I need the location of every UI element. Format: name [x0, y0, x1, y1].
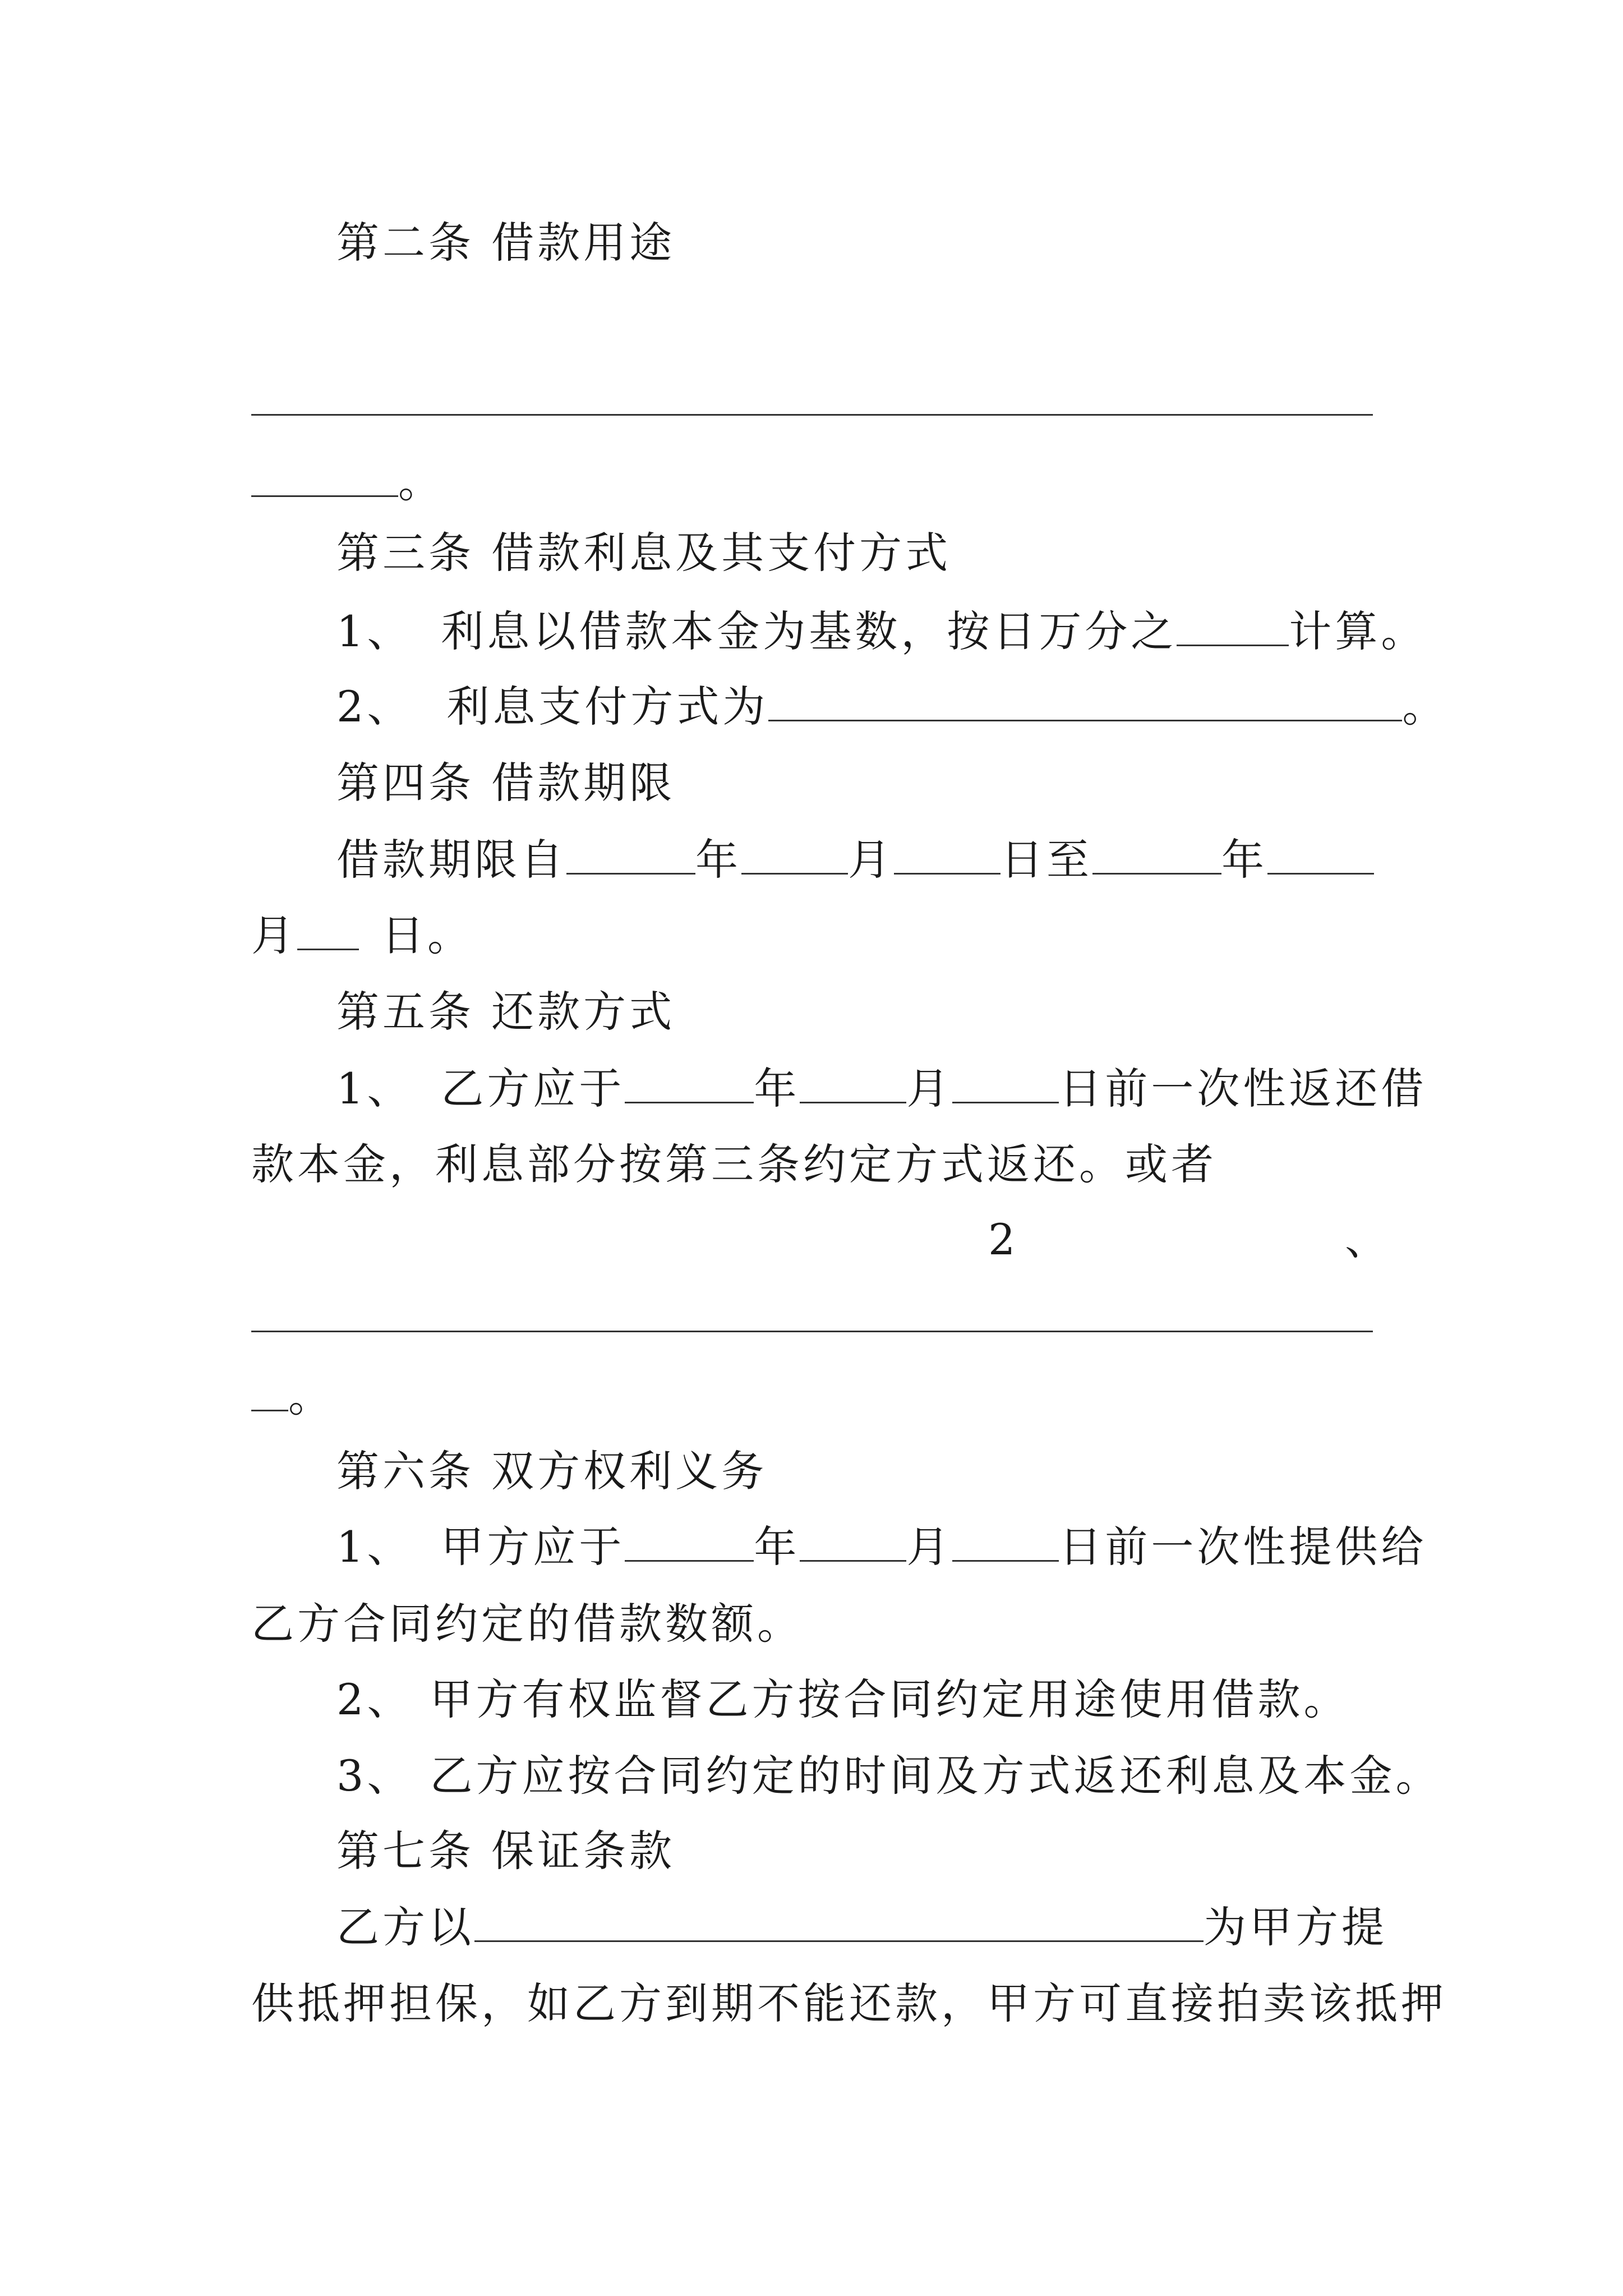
period: 。: [288, 1372, 334, 1421]
text: 年: [1221, 835, 1267, 885]
text: 月: [848, 835, 894, 885]
item-number: 1、: [336, 606, 413, 656]
item-number: 2、: [336, 682, 413, 731]
article-5-item-2-end: [251, 1372, 334, 1421]
blank: [952, 1526, 1059, 1562]
blank: [741, 839, 848, 875]
article-6-item-1: [336, 1522, 1427, 1572]
text: 月: [906, 1064, 953, 1114]
blank: [625, 1068, 754, 1103]
article-7-paragraph: [336, 1902, 1387, 1952]
blank: [768, 686, 1402, 721]
blank: [625, 1526, 754, 1562]
item-text: 利息以借款本金为基数，按日万分之: [441, 606, 1177, 656]
blank: [800, 1526, 906, 1562]
text: 年: [754, 1522, 800, 1572]
item-text: 利息支付方式为: [446, 682, 769, 731]
article-3-item-2: [336, 682, 1449, 731]
text: 日至: [1000, 835, 1092, 885]
blank: [894, 839, 1000, 875]
article-5-title: 第五条 还款方式: [336, 987, 676, 1037]
article-7-paragraph-line2: 供抵押担保，如乙方到期不能还款，甲方可直接拍卖该抵押: [251, 1978, 1447, 2028]
blank: [1177, 611, 1289, 646]
item-text-end: 日前一次性提供给: [1059, 1522, 1427, 1572]
item-number: 1、: [336, 1522, 413, 1572]
item-text-end: 日前一次性返还借: [1059, 1064, 1427, 1114]
text: 借款期限自: [336, 835, 566, 885]
text: 日。: [381, 910, 473, 960]
blank: [1267, 839, 1374, 875]
period: 。: [1402, 682, 1449, 731]
blank: [952, 1068, 1059, 1103]
item-text: 甲方应于: [441, 1522, 625, 1572]
blank: [474, 1907, 1204, 1942]
article-5-item-1: [336, 1064, 1427, 1114]
item-text-end: 计算。: [1289, 606, 1427, 656]
article-4-title: 第四条 借款期限: [336, 758, 676, 808]
text: 年: [695, 835, 741, 885]
item-number: 1、: [336, 1064, 413, 1114]
blank: [1092, 839, 1221, 875]
blank: [297, 915, 359, 950]
blank: [251, 1376, 288, 1411]
blank: [251, 462, 398, 497]
text: 月: [906, 1522, 953, 1572]
blank: [566, 839, 695, 875]
article-7-title: 第七条 保证条款: [336, 1826, 676, 1876]
text: 月: [251, 910, 297, 960]
article-2-title: 第二条 借款用途: [336, 218, 676, 268]
article-3-title: 第三条 借款利息及其支付方式: [336, 528, 952, 578]
text: 乙方以: [336, 1902, 474, 1952]
article-4-paragraph: [336, 835, 1374, 885]
article-3-item-1: [336, 606, 1427, 656]
blank: [800, 1068, 906, 1103]
article-5-item-2-number: 2: [988, 1214, 1019, 1264]
article-4-paragraph-line2: [251, 910, 473, 960]
blank-line: [251, 1331, 1373, 1332]
article-6-item-2: 2、 甲方有权监督乙方按合同约定用途使用借款。: [336, 1674, 1350, 1724]
period: 。: [398, 457, 444, 507]
text: 为甲方提: [1204, 1902, 1387, 1952]
article-6-item-3: 3、 乙方应按合同约定的时间及方式返还利息及本金。: [336, 1751, 1442, 1801]
article-6-title: 第六条 双方权利义务: [336, 1446, 768, 1496]
text: 年: [754, 1064, 800, 1114]
article-5-item-2-separator: 、: [1345, 1214, 1391, 1264]
blank-line: [251, 414, 1373, 416]
item-text: 乙方应于: [441, 1064, 625, 1114]
article-5-item-1-line2: 款本金，利息部分按第三条约定方式返还。或者: [251, 1139, 1217, 1189]
article-6-item-1-line2: 乙方合同约定的借款数额。: [251, 1599, 803, 1649]
article-2-end-line: [251, 457, 444, 507]
